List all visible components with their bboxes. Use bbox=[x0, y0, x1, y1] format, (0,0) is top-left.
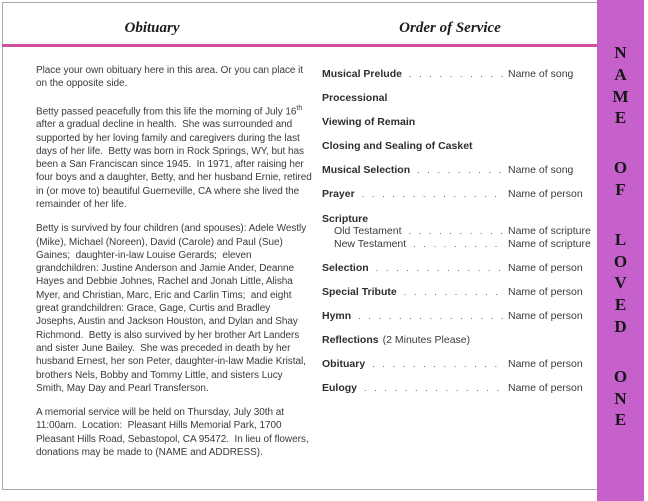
band-letter: F bbox=[615, 179, 626, 199]
service-item-value: Name of person bbox=[508, 261, 583, 274]
service-list bbox=[322, 68, 596, 406]
service-item bbox=[322, 334, 596, 347]
service-subitem-title: Old Testament bbox=[334, 225, 402, 238]
service-item bbox=[322, 286, 596, 299]
service-line bbox=[322, 286, 596, 299]
band-letter: N bbox=[614, 43, 627, 62]
service-item-value: Name of song bbox=[508, 164, 574, 177]
service-item-title: Eulogy bbox=[322, 382, 358, 395]
service-item-value: Name of person bbox=[508, 285, 583, 298]
obituary-text: Betty passed peacefully from this life the morning of July 16 bbox=[36, 105, 297, 117]
service-item-title: Scripture bbox=[322, 212, 369, 225]
band-word bbox=[597, 42, 644, 129]
service-subitem-title: New Testament bbox=[334, 237, 407, 250]
band-letter: V bbox=[614, 273, 627, 293]
service-item-title: Selection bbox=[322, 261, 369, 274]
dot-leader bbox=[362, 188, 503, 201]
obituary-paragraph-survivors: Betty is survived by four children (and spouses): Adele Westly (Mike), Michael (Noreen), David (Carole) and Paul (Sue) Gaines; daughter-in-law Louise Gerards; eleven grandchildren: Justine Anderson and Jamie Ander, Deanne Hayes and Debbie Johnes, Rachel and Jonah Little, Alisha Myer, and Christian, Marc, Eric and Carlin Tims; and eight great grandchildren: Grace, Gage, Curtis and Bradley Josephs, Austin and Jackson Houston, and Dylan and Shay Richmond. Betty is also survived by her brother Art Landers and sister June Bailey. She was preceded in death by her husband Ernest, her son Peter, daughter-in-law Madie Kristal, brothers Nels, Bobby and Tommy Little, and sisters Lucy Smith, May Day and Pearl Transferson. bbox=[36, 223, 309, 394]
band-word bbox=[597, 366, 644, 431]
obituary-heading: Obituary bbox=[124, 20, 180, 36]
service-subline bbox=[322, 238, 596, 251]
service-item-title: Special Tribute bbox=[322, 285, 397, 298]
band-letter: E bbox=[614, 108, 627, 128]
service-line bbox=[322, 164, 596, 177]
service-line bbox=[322, 382, 596, 395]
service-line bbox=[322, 92, 596, 105]
order-of-service-heading: Order of Service bbox=[399, 20, 501, 36]
dot-leader bbox=[417, 164, 503, 177]
service-line bbox=[322, 188, 596, 201]
service-item bbox=[322, 188, 596, 201]
service-item bbox=[322, 358, 596, 371]
service-item-title: Obituary bbox=[322, 358, 366, 371]
band-letter: O bbox=[613, 366, 628, 386]
service-item-note: (2 Minutes Please) bbox=[382, 334, 471, 347]
service-item-title: Musical Prelude bbox=[322, 68, 402, 80]
service-line bbox=[322, 116, 596, 129]
service-item-title: Hymn bbox=[322, 310, 352, 323]
service-item bbox=[322, 213, 596, 251]
service-line bbox=[322, 140, 596, 153]
band-letter: N bbox=[614, 388, 627, 408]
service-item-value: Name of person bbox=[508, 188, 583, 201]
service-subitem-value: Name of scripture bbox=[508, 225, 591, 238]
dot-leader bbox=[409, 68, 503, 81]
band-letter: D bbox=[614, 316, 627, 336]
dot-leader bbox=[413, 238, 503, 251]
obituary-paragraph-memorial: A memorial service will be held on Thursday, July 30th at 11:00am. Location: Pleasant Hills Memorial Park, 1700 Pleasant Hills Road, Sebastopol, CA 95472. In lieu of flowers, donations may be made to (NAME and ADDRESS). bbox=[36, 407, 312, 459]
service-item bbox=[322, 382, 596, 395]
service-item-value: Name of song bbox=[508, 68, 574, 80]
band-letter: E bbox=[614, 295, 627, 315]
obituary-placeholder-text: Place your own obituary here in this area. Or you can place it on the opposite side. bbox=[36, 65, 306, 90]
band-letter: O bbox=[613, 158, 628, 178]
service-line bbox=[322, 213, 596, 226]
service-item bbox=[322, 68, 596, 81]
service-item bbox=[322, 310, 596, 323]
dot-leader bbox=[372, 358, 503, 371]
dot-leader bbox=[404, 286, 503, 299]
service-item bbox=[322, 262, 596, 275]
dot-leader bbox=[376, 262, 503, 275]
service-item-title: Closing and Sealing of Casket bbox=[322, 140, 473, 153]
service-item bbox=[322, 140, 596, 153]
service-subline bbox=[322, 225, 596, 238]
service-line bbox=[322, 358, 596, 371]
service-item bbox=[322, 164, 596, 177]
ordinal-superscript: th bbox=[296, 104, 303, 112]
service-item-title: Reflections bbox=[322, 334, 379, 347]
service-item-value: Name of person bbox=[508, 310, 583, 323]
dot-leader bbox=[409, 225, 503, 238]
service-line bbox=[322, 310, 596, 323]
service-line bbox=[322, 68, 596, 81]
band-word bbox=[597, 157, 644, 201]
service-line bbox=[322, 262, 596, 275]
service-item-title: Viewing of Remain bbox=[322, 116, 416, 129]
name-band bbox=[597, 0, 644, 501]
accent-rule bbox=[2, 44, 597, 47]
obituary-column bbox=[36, 64, 315, 470]
obituary-paragraph-life bbox=[36, 102, 315, 212]
dot-leader bbox=[358, 310, 503, 323]
service-item bbox=[322, 116, 596, 129]
band-letter: L bbox=[614, 229, 627, 249]
service-item bbox=[322, 92, 596, 105]
band-letter: M bbox=[612, 86, 629, 106]
service-item-title: Prayer bbox=[322, 188, 355, 201]
band-letter: A bbox=[614, 64, 627, 84]
service-subitem-value: Name of scripture bbox=[508, 237, 591, 250]
service-item-value: Name of person bbox=[508, 382, 583, 395]
service-item-title: Processional bbox=[322, 92, 388, 105]
dot-leader bbox=[364, 382, 503, 395]
band-letter: O bbox=[613, 251, 628, 271]
service-line bbox=[322, 334, 596, 347]
band-word bbox=[597, 229, 644, 338]
service-item-value: Name of person bbox=[508, 358, 583, 371]
service-item-title: Musical Selection bbox=[322, 164, 411, 177]
obituary-text: after a gradual decline in health. She was surrounded and supported by her loving family and caregivers during the last days of her life. Betty was born in Rock Springs, WY, but has been a San Franciscan since 1945. In 1971, after raising her four boys and a daughter, Betty, and her husband Ernie, retired in (or move to) beautiful Guerneville, CA where she lived the remainder of her life. bbox=[36, 105, 315, 210]
band-letter: E bbox=[614, 410, 627, 430]
